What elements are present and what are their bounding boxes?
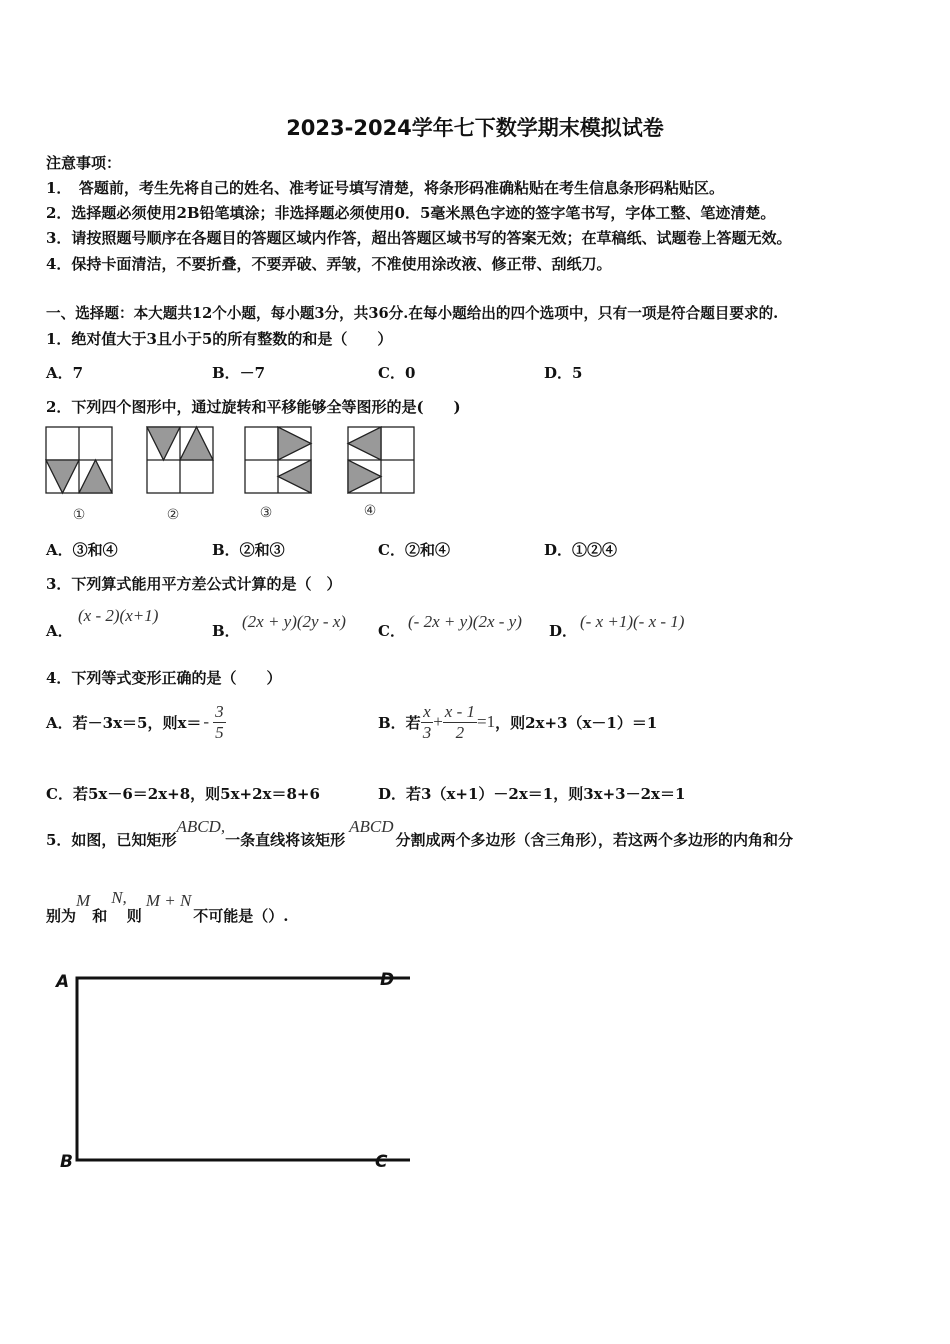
q3-option-d-letter: D． (549, 622, 578, 640)
q3-option-c-letter: C． (378, 622, 405, 640)
notice-item-4: 4．保持卡面清洁，不要折叠，不要弄破、弄皱，不准使用涂改液、修正带、刮纸刀。 (46, 255, 612, 273)
q5-math-m-plus-n: M + N (145, 891, 192, 910)
corner-label-b: B (60, 1152, 73, 1172)
q5-text-6: 则 (126, 907, 142, 925)
q3-option-c-expr: (- 2x + y)(2x - y) (408, 612, 522, 631)
q2-option-d: D．①②④ (544, 541, 618, 559)
notice-item-3: 3．请按照题号顺序在各题目的答题区域内作答，超出答题区域书写的答案无效；在草稿纸、试题卷上答题无效。 (46, 229, 792, 247)
q1-option-c: C．0 (378, 364, 416, 382)
q4-option-b-prefix: B．若 (378, 713, 421, 732)
q3-option-b-letter: B． (212, 622, 240, 640)
q4-stem: 4．下列等式变形正确的是（ ） (46, 669, 282, 687)
q2-figure-4 (348, 427, 414, 493)
q5-text-1: 5．如图，已知矩形 (46, 831, 177, 849)
q5-text-3: 分割成两个多边形（含三角形），若这两个多边形的内角和分 (395, 831, 794, 849)
q3-stem: 3．下列算式能用平方差公式计算的是（ ） (46, 575, 342, 593)
q4-option-a-sign: - (203, 712, 210, 731)
q4-a-denominator: 5 (215, 722, 224, 742)
q4-option-a-fraction (213, 702, 226, 743)
corner-label-c: C (375, 1152, 388, 1172)
notice-heading: 注意事项： (46, 154, 122, 172)
q3-option-d-expr: (- x +1)(- x - 1) (580, 612, 685, 631)
q2-figure-label-1: ① (72, 507, 86, 523)
rectangle-abcd (77, 978, 410, 1160)
notice-item-2: 2．选择题必须使用2B铅笔填涂；非选择题必须使用0．5毫米黑色字迹的签字笔书写，字体工整、笔迹清楚。 (46, 204, 776, 222)
corner-label-a: A (56, 972, 70, 992)
q5-math-n: N, (111, 888, 127, 907)
q4-option-a (46, 698, 226, 746)
q4-option-c: C．若5x－6＝2x+8，则5x+2x＝8+6 (46, 785, 320, 803)
q2-figures (40, 422, 430, 524)
q4-option-b-fraction-1 (421, 702, 434, 743)
q3-option-b-expr: (2x + y)(2y - x) (242, 612, 346, 631)
q4-a-numerator: 3 (215, 701, 224, 721)
q4-b-equals: =1 (477, 712, 496, 731)
q2-option-c: C．②和④ (378, 541, 450, 559)
q5-text-5: 和 (92, 907, 108, 925)
q2-stem: 2．下列四个图形中，通过旋转和平移能够全等图形的是( ) (46, 398, 461, 416)
q5-rectangle-figure (50, 962, 410, 1182)
q4-b-frac2-den: 2 (455, 722, 465, 742)
q5-line-2 (46, 890, 289, 930)
q4-b-frac1-den: 3 (422, 722, 432, 742)
q4-b-frac2-num: x - 1 (444, 701, 475, 721)
q4-b-frac1-num: x (421, 702, 434, 723)
q2-figure-label-4: ④ (363, 503, 377, 519)
q4-option-d: D．若3（x+1）－2x＝1，则3x+3－2x＝1 (378, 785, 686, 803)
corner-label-d: D (380, 970, 395, 990)
q2-figure-3 (245, 427, 311, 493)
q5-text-2: 一条直线将该矩形 (225, 831, 346, 849)
q5-math-abcd-2: ABCD (349, 817, 394, 836)
q3-option-a-expr: (x - 2)(x+1) (78, 606, 159, 625)
q1-stem: 1．绝对值大于3且小于5的所有整数的和是（ ） (46, 330, 393, 348)
notice-item-1: 1． 答题前，考生先将自己的姓名、准考证号填写清楚，将条形码准确粘贴在考生信息条形码粘贴区。 (46, 179, 724, 197)
q2-figure-2 (147, 427, 213, 493)
q2-figure-label-3: ③ (259, 505, 273, 521)
q1-option-a: A．7 (46, 364, 84, 382)
page-title: 2023-2024学年七下数学期末模拟试卷 (286, 116, 664, 140)
q2-option-a: A．③和④ (46, 541, 118, 559)
q2-figure-label-2: ② (166, 507, 180, 523)
q5-line-1 (46, 816, 793, 856)
q1-option-b: B．－7 (212, 364, 266, 382)
q5-text-4: 别为 (46, 907, 77, 925)
section-heading: 一、选择题：本大题共12个小题，每小题3分，共36分.在每小题给出的四个选项中，只有一项是符合题目要求的. (46, 305, 779, 322)
q1-option-d: D．5 (544, 364, 583, 382)
q4-option-b-suffix: ，则2x+3（x－1）＝1 (495, 713, 658, 732)
q2-figure-1 (46, 427, 112, 493)
q5-math-abcd-1: ABCD, (176, 817, 226, 836)
q3-option-a-letter: A． (46, 622, 73, 640)
q4-option-b-fraction-2 (443, 702, 477, 743)
q4-option-a-text: A．若－3x＝5，则x＝ (46, 713, 202, 732)
q5-math-m: M (76, 891, 91, 910)
q4-option-b (378, 698, 657, 746)
q2-option-b: B．②和③ (212, 541, 285, 559)
q4-b-plus: + (433, 712, 443, 731)
q5-text-7: 不可能是（）. (193, 907, 289, 925)
